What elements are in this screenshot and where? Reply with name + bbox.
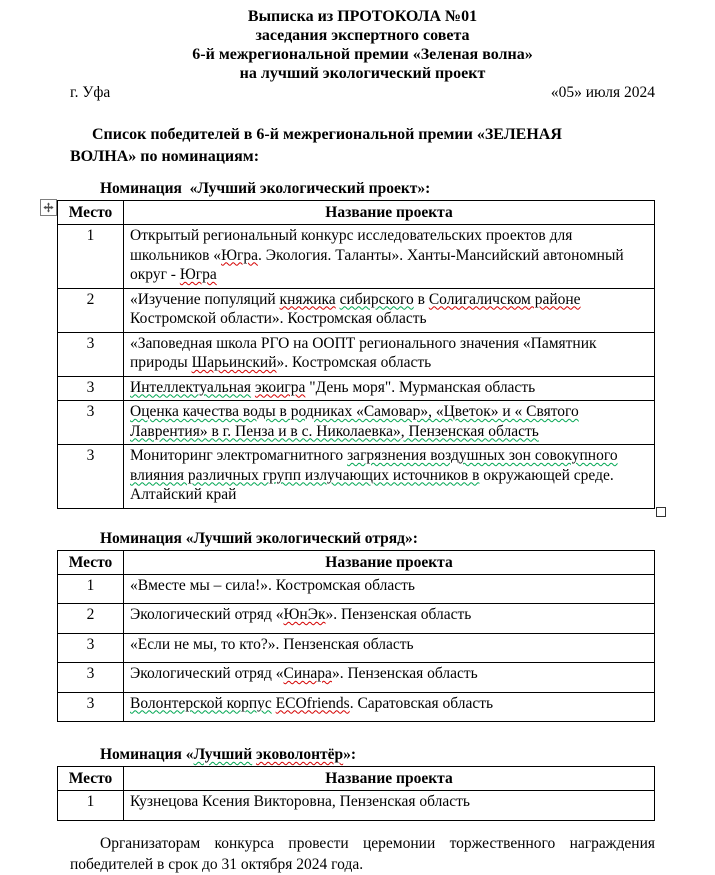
closing-paragraph <box>70 833 655 875</box>
winner-row <box>58 445 655 509</box>
place-cell[interactable]: 1 <box>58 791 124 821</box>
text-run: ». Пензенская область <box>331 665 478 682</box>
text-run: »: <box>343 746 357 763</box>
text-run: . Экология. Таланты». Ханты-Мансийский автономный округ - <box>130 246 624 283</box>
project-name-cell[interactable] <box>124 692 655 722</box>
text-run: Открытый региональный конкурс исследовательских проектов для школьников « <box>130 227 573 264</box>
place-cell[interactable]: 3 <box>58 663 124 693</box>
city-label: г. Уфа <box>70 84 111 101</box>
intro-line: Список победителей в 6-й межрегиональной премии «ЗЕЛЕНАЯ <box>92 126 562 143</box>
text-run: ». Пензенская область <box>325 606 472 623</box>
text-run: ». Костромская область <box>276 354 432 371</box>
winner-row <box>58 604 655 634</box>
project-name-cell[interactable] <box>124 225 655 289</box>
text-run: Номинация «Лучший экологический проект»: <box>100 180 431 197</box>
spellcheck-underlined-text: ECOfriends <box>275 694 350 712</box>
winner-row <box>58 401 655 445</box>
section-best-eco-team <box>0 530 715 723</box>
text-run: в <box>413 290 429 308</box>
closing-line: Организаторам конкурса провести церемонии торжественного награждения <box>100 834 655 852</box>
grammar-underlined-text: Лучший <box>193 746 253 763</box>
section-best-eco-project <box>0 180 715 509</box>
text-run: . Саратовская область <box>349 694 494 712</box>
text-run: Костромской области». Костромская область <box>130 310 427 327</box>
project-name-cell[interactable] <box>124 604 655 634</box>
place-cell[interactable]: 1 <box>58 225 124 289</box>
project-name-cell[interactable] <box>124 445 655 509</box>
place-cell[interactable]: 3 <box>58 332 124 376</box>
intro-paragraph <box>70 124 655 168</box>
document-page[interactable] <box>0 7 715 873</box>
winner-row <box>58 633 655 663</box>
intro-line: ВОЛНА» по номинациям: <box>70 148 260 165</box>
grammar-underlined-text: Волонтерской корпус <box>130 694 272 712</box>
grammar-underlined-text: загрязнения воздушных зон совокупного влияния различных групп излучающих источников в <box>130 447 618 484</box>
project-name-cell[interactable] <box>124 401 655 445</box>
place-cell[interactable]: 3 <box>58 401 124 445</box>
place-date-line <box>70 83 655 102</box>
spellcheck-underlined-text: эковолонтёр <box>256 746 344 763</box>
title-line: Выписка из ПРОТОКОЛА №01 <box>247 8 478 25</box>
place-column-header: Место <box>58 767 124 791</box>
text-run: окружающей среде. Алтайский край <box>130 466 614 503</box>
section-best-eco-volunteer <box>0 746 715 821</box>
title-line: 6-й межрегиональной премии «Зеленая волна» <box>192 46 533 63</box>
text-run: Номинация «Лучший экологический отряд»: <box>100 529 418 547</box>
table-move-handle-icon[interactable] <box>40 199 57 216</box>
text-run: Экологический отряд « <box>130 606 284 623</box>
nomination-heading <box>100 746 655 764</box>
text-run: «Если не мы, то кто?». Пензенская область <box>130 635 414 653</box>
spellcheck-underlined-text: княжика <box>279 290 336 308</box>
spellcheck-underlined-text: Шарьинский <box>191 354 277 371</box>
winner-row <box>58 574 655 604</box>
spellcheck-underlined-text: Солигаличском районе <box>428 290 581 308</box>
project-name-cell[interactable] <box>124 288 655 332</box>
place-column-header: Место <box>58 201 124 225</box>
text-run: Кузнецова Ксения Викторовна, Пензенская область <box>130 793 470 810</box>
winner-row <box>58 692 655 722</box>
winners-table <box>57 766 655 821</box>
project-name-cell[interactable] <box>124 633 655 663</box>
spellcheck-underlined-text: Югра <box>221 246 258 264</box>
text-run: Экологический отряд « <box>130 665 284 682</box>
project-column-header: Название проекта <box>124 201 655 225</box>
place-cell[interactable]: 3 <box>58 445 124 509</box>
winner-row <box>58 791 655 821</box>
project-name-cell[interactable] <box>124 663 655 693</box>
spellcheck-underlined-text: экоигра <box>254 378 306 396</box>
table-header-row <box>58 550 655 574</box>
table-resize-handle-icon[interactable] <box>656 507 666 517</box>
text-run: "День моря". Мурманская область <box>305 378 536 396</box>
project-name-cell[interactable] <box>124 376 655 401</box>
project-column-header: Название проекта <box>124 767 655 791</box>
place-cell[interactable]: 3 <box>58 376 124 401</box>
place-cell[interactable]: 2 <box>58 604 124 634</box>
winner-row <box>58 376 655 401</box>
project-column-header: Название проекта <box>124 550 655 574</box>
place-cell[interactable]: 1 <box>58 574 124 604</box>
winner-row <box>58 332 655 376</box>
text-run: «Изучение популяций <box>130 290 280 308</box>
text-run: «Вместе мы – сила!». Костромская область <box>130 576 415 594</box>
nomination-heading <box>100 530 655 548</box>
spellcheck-underlined-text: ЮнЭк <box>283 606 326 623</box>
text-run: Мониторинг электромагнитного <box>130 447 348 464</box>
project-name-cell[interactable] <box>124 791 655 821</box>
grammar-underlined-text: сибирского <box>339 290 414 308</box>
winner-row <box>58 663 655 693</box>
document-title <box>70 7 655 83</box>
project-name-cell[interactable] <box>124 332 655 376</box>
spellcheck-underlined-text: Синара <box>283 665 332 682</box>
winner-row <box>58 225 655 289</box>
place-column-header: Место <box>58 550 124 574</box>
grammar-underlined-text: Оценка качества воды в родниках «Самовар», «Цветок» и « Святого Лаврентия» в г. Пенза и в с. Николаевка», Пензенская область <box>130 403 579 440</box>
date-label: «05» июля 2024 <box>550 84 655 101</box>
place-cell[interactable]: 2 <box>58 288 124 332</box>
title-line: на лучший экологический проект <box>239 65 486 82</box>
text-run: Номинация « <box>100 746 194 763</box>
spellcheck-underlined-text: Югра <box>179 266 217 283</box>
place-cell[interactable]: 3 <box>58 692 124 722</box>
table-header-row <box>58 201 655 225</box>
nomination-heading <box>100 180 655 198</box>
project-name-cell[interactable] <box>124 574 655 604</box>
text-run: «Заповедная школа РГО на ООПТ регионального значения «Памятник природы <box>130 334 597 371</box>
title-line: заседания экспертного совета <box>255 27 470 44</box>
table-header-row <box>58 767 655 791</box>
winners-table <box>57 200 655 509</box>
grammar-underlined-text: Интеллектуальная <box>130 378 252 396</box>
place-cell[interactable]: 3 <box>58 633 124 663</box>
winners-table <box>57 550 655 723</box>
closing-line: победителей в срок до 31 октября 2024 года. <box>70 855 364 873</box>
winner-row <box>58 288 655 332</box>
